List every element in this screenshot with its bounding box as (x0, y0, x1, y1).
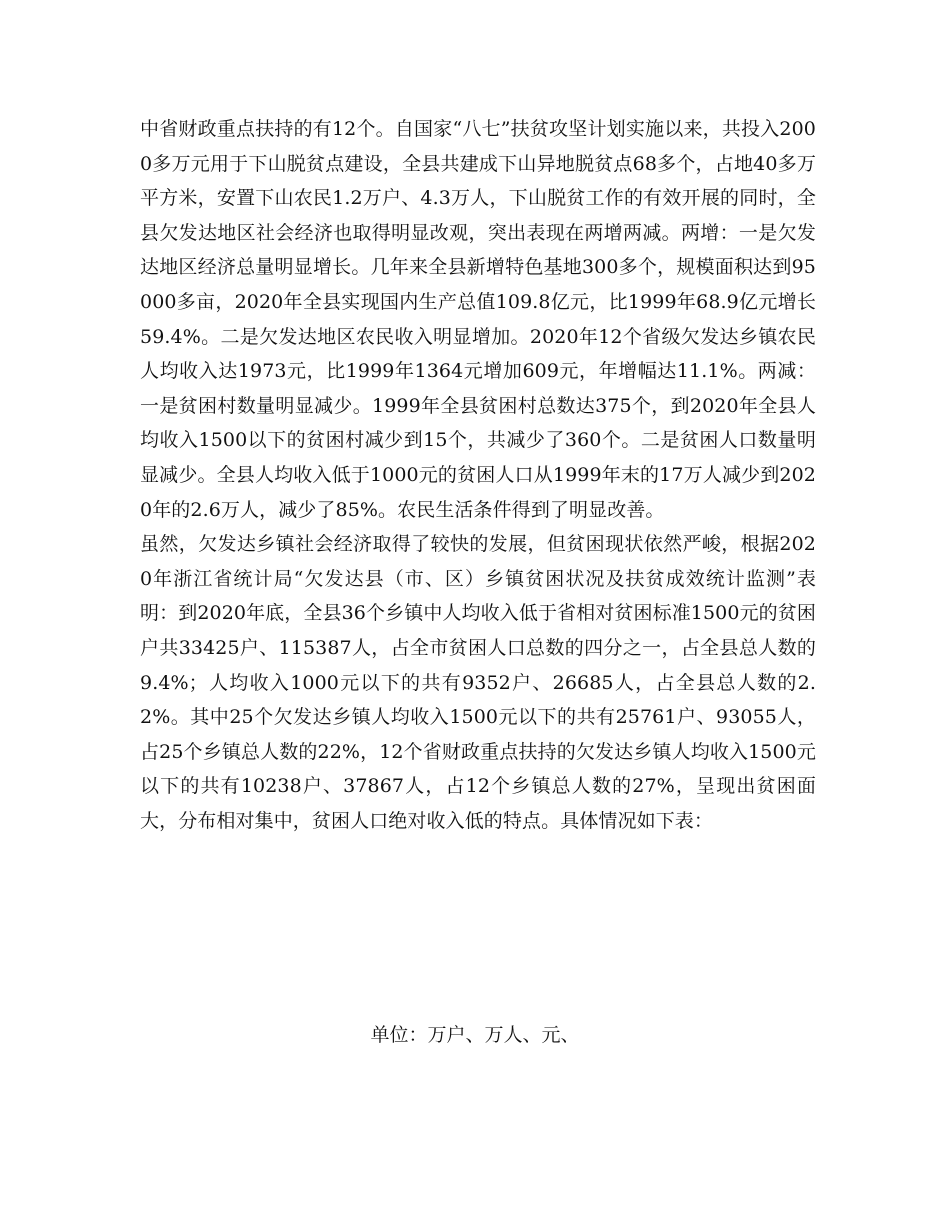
table-unit-label: 单位：万户、万人、元、 (370, 1024, 580, 1046)
paragraph-poverty-status: 虽然，欠发达乡镇社会经济取得了较快的发展，但贫困现状依然严峻，根据2020年浙江省统计局“欠发达县（市、区）乡镇贫困状况及扶贫成效统计监测”表明：到2020年底，全县36个乡镇中人均收入低于省相对贫困标准1500元的贫困户共33425户、115387人，占全市贫困人口总数的四分之一，占全县总人数的9.4%；人均收入1000元以下的共有9352户、26685人，占全县总人数的2.2%。其中25个欠发达乡镇人均收入1500元以下的共有25761户、93055人，占25个乡镇总人数的22%，12个省财政重点扶持的欠发达乡镇人均收入1500元以下的共有10238户、37867人，占12个乡镇总人数的27%，呈现出贫困面大，分布相对集中，贫困人口绝对收入低的特点。具体情况如下表： (140, 533, 816, 832)
document-body (140, 112, 816, 838)
paragraph-poverty-alleviation-progress: 中省财政重点扶持的有12个。自国家“八七”扶贫攻坚计划实施以来，共投入2000多万元用于下山脱贫点建设，全县共建成下山异地脱贫点68多个，占地40多万平方米，安置下山农民1.2万户、4.3万人，下山脱贫工作的有效开展的同时，全县欠发达地区社会经济也取得明显改观，突出表现在两增两减。两增：一是欠发达地区经济总量明显增长。几年来全县新增特色基地300多个，规模面积达到95000多亩，2020年全县实现国内生产总值109.8亿元，比1999年68.9亿元增长59.4%。二是欠发达地区农民收入明显增加。2020年12个省级欠发达乡镇农民人均收入达1973元，比1999年1364元增加609元，年增幅达11.1%。两减：一是贫困村数量明显减少。1999年全县贫困村总数达375个，到2020年全县人均收入1500以下的贫困村减少到15个，共减少了360个。二是贫困人口数量明显减少。全县人均收入低于1000元的贫困人口从1999年末的17万人减少到2020年的2.6万人，减少了85%。农民生活条件得到了明显改善。 (140, 118, 816, 521)
